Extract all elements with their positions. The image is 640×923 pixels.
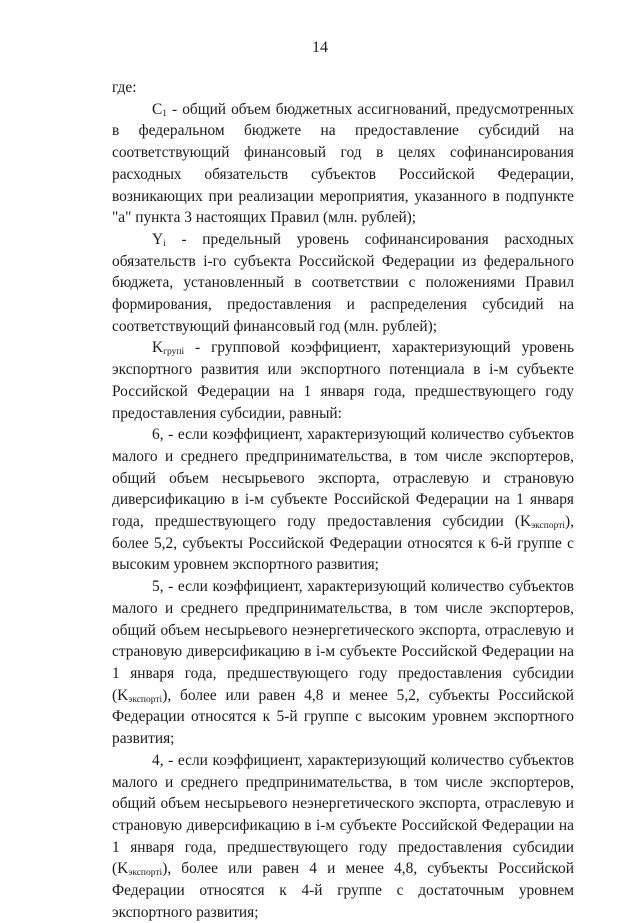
condition-text: ), более 5,2, субъекты Российской Федерации относятся к 6-й группе с высоким уровнем экспортного развития; bbox=[112, 513, 574, 574]
symbol-subscript: 1 bbox=[162, 108, 168, 119]
condition-text: ), более или равен 4,8 и менее 5,2, субъекты Российской Федерации относятся к 5-й группе с высоким уровнем экспортного развития; bbox=[112, 686, 574, 748]
condition-text: 5, - если коэффициент, характеризующий количество субъектов малого и среднего предпринимательства, в том числе экспортеров, общий объем несырьевого неэнергетического экспорта, отраслевую и страновую диверсификацию в i-м субъекте Российской Федерации на 1 января года, предшествующего году предоставления субсидии (K bbox=[112, 578, 574, 704]
paragraph-group-6 bbox=[112, 424, 574, 576]
page-number: 14 bbox=[312, 39, 328, 56]
symbol-subscript: экспортi bbox=[128, 694, 163, 705]
paragraph-definition-kgroup bbox=[112, 337, 574, 424]
symbol-subscript: экспортi bbox=[128, 868, 163, 879]
definition-text: - групповой коэффициент, характеризующий уровень экспортного развития или экспортного потенциала в i-м субъекте Российской Федерации на 1 января года, предшествующего году предоставления субсидии, равный: bbox=[112, 339, 574, 422]
paragraph-group-4 bbox=[112, 750, 574, 923]
symbol-k: K bbox=[152, 339, 164, 357]
condition-text: 6, - если коэффициент, характеризующий количество субъектов малого и среднего предпринимательства, в том числе экспортеров, общий объем несырьевого экспорта, отраслевую и страновую диверсификацию в i-м субъекте Российской Федерации на 1 января года, предшествующего году предоставления субсидии (K bbox=[112, 426, 574, 531]
definition-text: - предельный уровень софинансирования расходных обязательств i-го субъекта Российской Федерации из федерального бюджета, установленный в соответствии с положениями Правил формирования, предоставления и распределения субсидий на соответствующий финансовый год (млн. рублей); bbox=[112, 230, 574, 335]
symbol-subscript: групi bbox=[163, 347, 185, 358]
document-body bbox=[112, 77, 574, 923]
paragraph-where: где: bbox=[112, 79, 137, 96]
symbol-c: C bbox=[152, 100, 163, 118]
condition-text: ), более или равен 4 и менее 4,8, субъекты Российской Федерации относятся к 4-й группе с достаточным уровнем экспортного развития; bbox=[112, 860, 574, 921]
symbol-subscript: i bbox=[163, 238, 166, 249]
symbol-subscript: экспортi bbox=[531, 521, 566, 532]
paragraph-definition-c1 bbox=[112, 99, 574, 229]
condition-text: 4, - если коэффициент, характеризующий количество субъектов малого и среднего предпринимательства, в том числе экспортеров, общий объем несырьевого неэнергетического экспорта, отраслевую и страновую диверсификацию в i-м субъекте Российской Федерации на 1 января года, предшествующего году предоставления субсидии (K bbox=[112, 751, 574, 878]
definition-text: - общий объем бюджетных ассигнований, предусмотренных в федеральном бюджете на предоставление субсидий на соответствующий финансовый год в целях софинансирования расходных обязательств субъектов Российской Федерации, возникающих при реализации мероприятия, указанного в подпункте "а" пункта 3 настоящих Правил (млн. рублей); bbox=[112, 100, 574, 227]
paragraph-group-5 bbox=[112, 576, 574, 750]
paragraph-definition-yi bbox=[112, 229, 574, 338]
symbol-y: Y bbox=[152, 230, 164, 248]
